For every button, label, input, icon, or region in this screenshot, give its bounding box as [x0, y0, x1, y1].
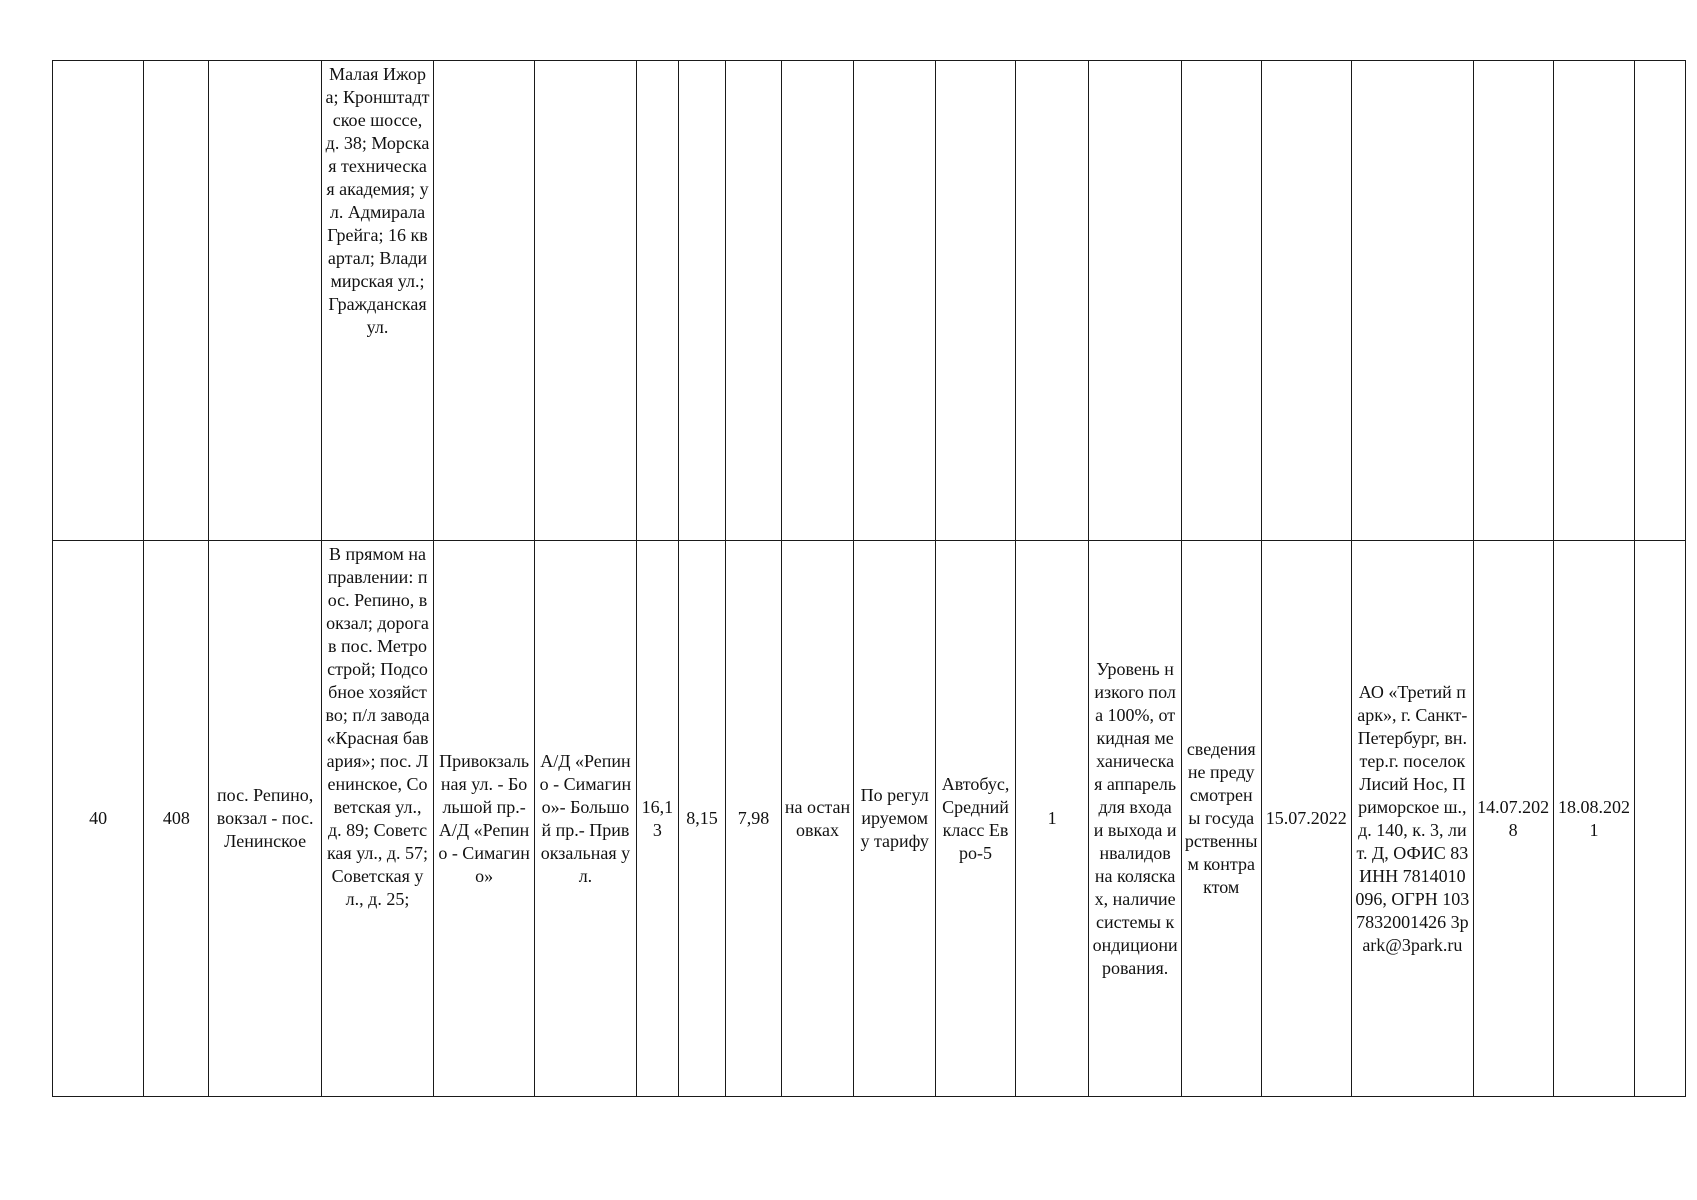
cell-vehicle-count: 1 [1015, 541, 1089, 1097]
cell-empty [1473, 61, 1553, 541]
cell-empty [636, 61, 678, 541]
cell-tariff: По регулируемому тарифу [854, 541, 936, 1097]
cell-empty [1015, 61, 1089, 541]
table-row-continued [53, 61, 1686, 541]
table-row-route-408 [53, 541, 1686, 1097]
cell-length-other: 7,98 [726, 541, 782, 1097]
cell-route-number: 408 [144, 541, 209, 1097]
cell-row-number: 40 [53, 541, 144, 1097]
cell-empty [53, 61, 144, 541]
cell-empty [854, 61, 936, 541]
cell-carrier: АО «Третий парк», г. Санкт-Петербург, вн.тер.г. поселок Лисий Нос, Приморское ш., д. 140, к. 3, лит. Д, ОФИС 83 ИНН 7814010096, ОГРН 1037832001426 3park@3park.ru [1351, 541, 1473, 1097]
cell-stops: В прямом направлении: пос. Репино, вокзал; дорога в пос. Метрострой; Подсобное хозяйство; п/л завода «Красная бавария»; пос. Ленинское, Советская ул., д. 89; Советская ул., д. 57; Советская ул., д. 25; [321, 541, 433, 1097]
cell-extra [1635, 541, 1686, 1097]
cell-boarding-order: на остановках [781, 541, 853, 1097]
cell-vehicle: Автобус, Средний класс Евро-5 [936, 541, 1016, 1097]
route-registry-table [52, 60, 1686, 1097]
cell-streets-forward: Привокзальная ул. - Большой пр.- А/Д «Репино - Симагино» [434, 541, 535, 1097]
cell-streets-backward: А/Д «Репино - Симагино»- Большой пр.- Привокзальная ул. [535, 541, 637, 1097]
cell-empty [1553, 61, 1635, 541]
cell-empty [1089, 61, 1181, 541]
cell-empty [535, 61, 637, 541]
cell-length-backward: 8,15 [678, 541, 725, 1097]
cell-reg-date: 18.08.2021 [1553, 541, 1635, 1097]
cell-empty [726, 61, 782, 541]
cell-empty [209, 61, 321, 541]
cell-empty [1181, 61, 1261, 541]
cell-contract-info: сведения не предусмотрены государственным контрактом [1181, 541, 1261, 1097]
cell-empty [144, 61, 209, 541]
cell-route-name: пос. Репино, вокзал - пос. Ленинское [209, 541, 321, 1097]
cell-empty [678, 61, 725, 541]
cell-end-date: 14.07.2028 [1473, 541, 1553, 1097]
cell-empty [434, 61, 535, 541]
cell-vehicle-features: Уровень низкого пола 100%, откидная механическая аппарель для входа и выхода инвалидов на колясках, наличие системы кондиционирования. [1089, 541, 1181, 1097]
cell-empty [781, 61, 853, 541]
cell-empty [1261, 61, 1351, 541]
cell-start-date: 15.07.2022 [1261, 541, 1351, 1097]
cell-length-forward: 16,13 [636, 541, 678, 1097]
stops-continued-text: Малая Ижора; Кронштадтское шоссе, д. 38; Морская техническая академия; ул. Адмирала Грейга; 16 квартал; Владимирская ул.; Гражданская ул. [325, 64, 430, 337]
cell-empty [936, 61, 1016, 541]
cell-stops-continued [321, 61, 433, 541]
cell-empty [1635, 61, 1686, 541]
cell-empty [1351, 61, 1473, 541]
